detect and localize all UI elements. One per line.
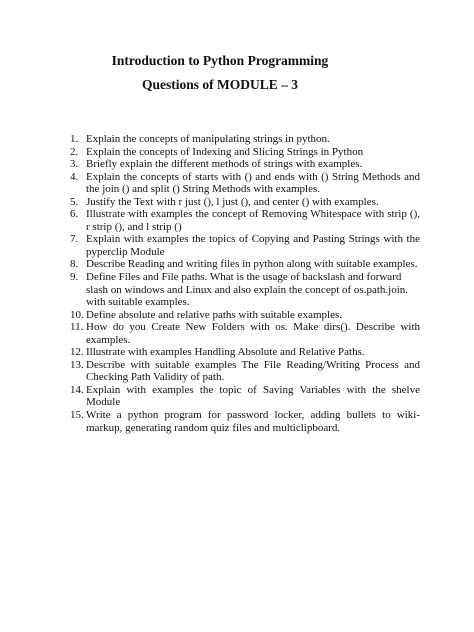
question-number: 12. — [70, 346, 84, 359]
question-item — [70, 171, 420, 196]
question-text: Explain with examples the topic of Saving Variables with the shelve Module — [86, 383, 420, 409]
question-text: Explain the concepts of Indexing and Slicing Strings in Python — [86, 145, 364, 158]
question-text: Illustrate with examples Handling Absolute and Relative Paths. — [86, 346, 365, 359]
question-item — [70, 233, 420, 258]
question-item — [70, 158, 420, 171]
question-text: Justify the Text with r just (), l just (), and center () with examples. — [86, 195, 379, 208]
document-subtitle: Questions of MODULE – 3 — [141, 77, 298, 92]
question-item — [70, 384, 420, 409]
question-text: Write a python program for password locker, adding bullets to wiki-markup, generating random quiz files and multiclipboard. — [86, 409, 420, 434]
question-text: Explain with examples the topics of Copying and Pasting Strings with the pyperclip Module — [86, 233, 420, 258]
question-item — [70, 409, 420, 434]
question-number: 14. — [70, 383, 84, 396]
question-number: 6. — [70, 208, 79, 221]
question-item — [70, 133, 420, 146]
question-item — [70, 321, 420, 346]
document-title: Introduction to Python Programming — [111, 53, 329, 68]
question-item — [70, 208, 420, 233]
question-item — [70, 271, 420, 309]
question-number: 3. — [70, 158, 79, 171]
question-text: Define Files and File paths. What is the usage of backslash and forward slash on windows and Linux and also explain the concept of os.path.join. with suitable examples. — [86, 271, 408, 309]
question-number: 7. — [70, 233, 79, 246]
question-number: 10. — [70, 308, 84, 321]
question-number: 15. — [70, 409, 84, 422]
question-item — [70, 258, 420, 271]
question-text: How do you Create New Folders with os. Make dirs(). Describe with examples. — [86, 321, 420, 346]
question-text: Describe with suitable examples The File Reading/Writing Process and Checking Path Validity of path. — [86, 358, 420, 384]
question-number: 9. — [70, 271, 79, 284]
question-number: 5. — [70, 195, 79, 208]
question-item — [70, 309, 420, 322]
question-text: Describe Reading and writing files in python along with suitable examples. — [86, 258, 418, 271]
question-text: Illustrate with examples the concept of Removing Whitespace with strip (), r strip (), and l strip () — [86, 208, 420, 233]
question-text: Explain the concepts of starts with () and ends with () String Methods and the join () and split () String Methods with examples. — [86, 170, 420, 196]
question-number: 2. — [70, 145, 79, 158]
question-number: 4. — [70, 170, 79, 183]
question-item — [70, 196, 420, 209]
question-text: Explain the concepts of manipulating strings in python. — [86, 133, 330, 145]
question-text: Briefly explain the different methods of strings with examples. — [86, 158, 363, 171]
question-item — [70, 146, 420, 159]
question-number: 13. — [70, 358, 84, 371]
question-item — [70, 346, 420, 359]
question-number: 1. — [70, 133, 79, 145]
question-item — [70, 359, 420, 384]
question-list — [70, 133, 420, 434]
question-number: 11. — [70, 321, 84, 334]
question-text: Define absolute and relative paths with suitable examples. — [86, 308, 342, 321]
question-number: 8. — [70, 258, 79, 271]
